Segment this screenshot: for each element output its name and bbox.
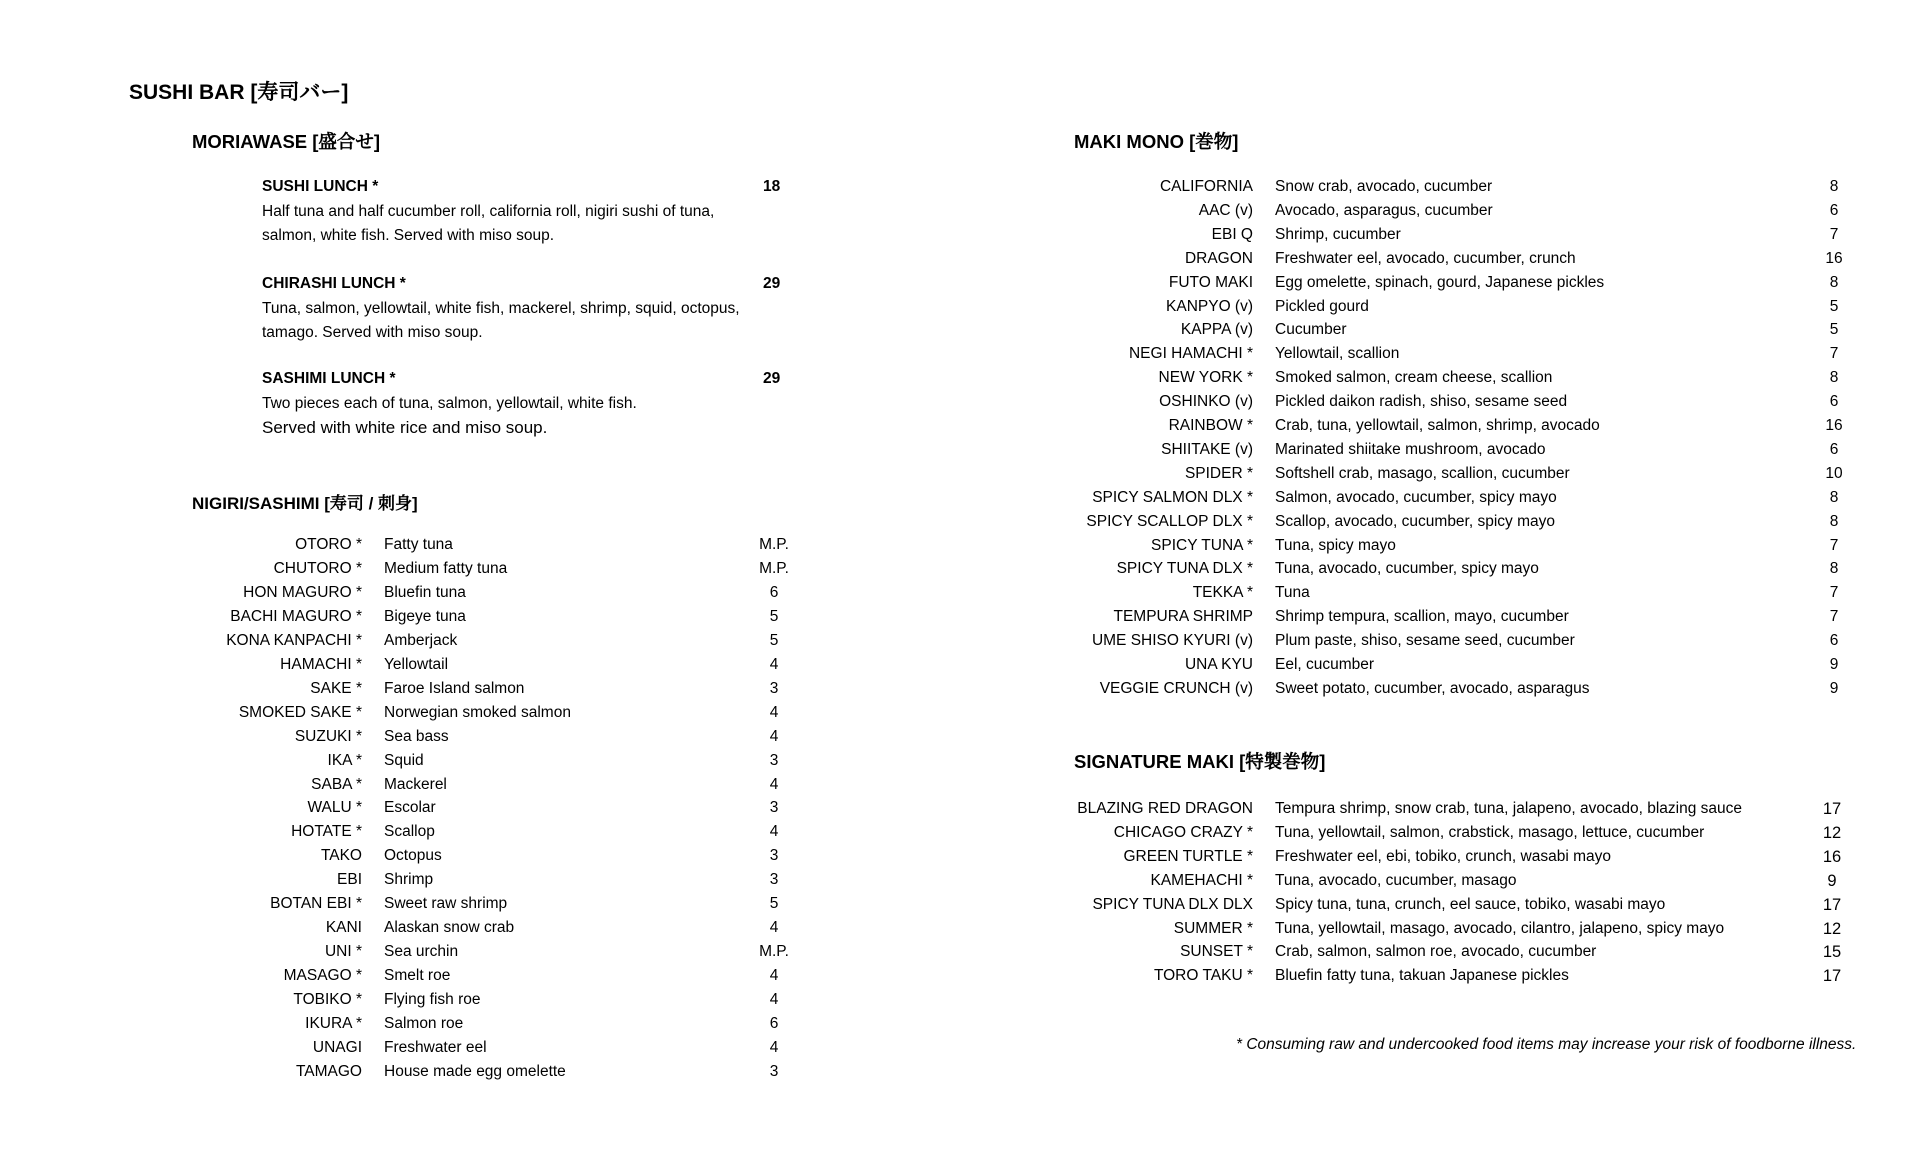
item-name: AAC (v) (1198, 201, 1253, 219)
item-price: 4 (769, 727, 779, 745)
item-price: 8 (1829, 560, 1839, 578)
item-description: Scallop, avocado, cucumber, spicy mayo (1275, 512, 1555, 530)
item-name: OSHINKO (v) (1159, 393, 1253, 411)
item-name: TEMPURA SHRIMP (1113, 608, 1253, 626)
item-price: 12 (1822, 823, 1842, 842)
item-description: Served with white rice and miso soup. (262, 418, 548, 437)
item-description: Alaskan snow crab (384, 919, 515, 937)
item-price: 8 (1829, 512, 1839, 530)
item-description: Escolar (384, 799, 436, 817)
item-price: 5 (1829, 321, 1839, 339)
item-description: Shrimp, cucumber (1275, 225, 1401, 243)
item-price: 7 (1829, 345, 1839, 363)
menu-item (262, 370, 782, 440)
item-price: 7 (1829, 584, 1839, 602)
item-description: Tuna, yellowtail, masago, avocado, cilantro, jalapeno, spicy mayo (1275, 919, 1725, 937)
item-description: Shrimp tempura, scallion, mayo, cucumber (1275, 608, 1569, 626)
item-description: Mackerel (384, 775, 447, 793)
item-description: salmon, white fish. Served with miso soup. (262, 227, 555, 244)
maki-mono-title: MAKI MONO [巻物] (1074, 131, 1239, 152)
item-name: SPIDER * (1184, 464, 1253, 482)
item-description: Eel, cucumber (1275, 656, 1375, 673)
item-description: Sea urchin (384, 943, 459, 961)
item-price: 9 (1829, 679, 1839, 697)
item-name: OTORO * (295, 536, 362, 553)
item-name: BOTAN EBI * (270, 895, 362, 913)
item-name: KAPPA (v) (1180, 321, 1253, 339)
item-name: TEKKA * (1192, 584, 1253, 602)
item-price: 18 (763, 178, 781, 195)
item-name: TORO TAKU * (1153, 967, 1253, 985)
item-name: CHIRASHI LUNCH * (262, 275, 406, 292)
item-description: Flying fish roe (384, 991, 481, 1009)
item-name: SUSHI LUNCH * (262, 178, 379, 195)
item-description: Squid (384, 751, 424, 769)
item-description: Yellowtail (384, 655, 449, 673)
item-name: BLAZING RED DRAGON (1077, 800, 1253, 817)
menu-item (262, 178, 782, 248)
item-description: Tuna, avocado, cucumber, spicy mayo (1275, 560, 1539, 578)
item-description: Tuna, avocado, cucumber, masago (1275, 871, 1517, 889)
item-description: tamago. Served with miso soup. (262, 324, 483, 341)
item-name: WALU * (307, 799, 362, 817)
item-description: Sea bass (384, 727, 449, 745)
item-description: Crab, tuna, yellowtail, salmon, shrimp, avocado (1275, 417, 1600, 434)
item-description: Salmon, avocado, cucumber, spicy mayo (1275, 488, 1557, 506)
item-name: SPICY TUNA DLX DLX (1092, 895, 1253, 913)
item-price: 6 (1829, 632, 1839, 650)
item-description: Amberjack (384, 631, 458, 649)
item-name: SASHIMI LUNCH * (262, 370, 396, 387)
item-description: Tuna (1275, 584, 1310, 602)
item-price: 3 (769, 847, 779, 865)
item-price: 6 (1829, 393, 1839, 411)
item-description: Tuna, salmon, yellowtail, white fish, mackerel, shrimp, squid, octopus, (262, 300, 740, 317)
item-price: 8 (1829, 178, 1839, 195)
item-description: Octopus (384, 847, 442, 865)
signature-maki-title: SIGNATURE MAKI [特製巻物] (1074, 751, 1326, 772)
item-name: HON MAGURO * (243, 583, 362, 601)
item-description: Sweet potato, cucumber, avocado, asparagus (1275, 679, 1590, 697)
item-price: 7 (1829, 225, 1839, 243)
item-price: 15 (1822, 943, 1842, 962)
item-description: Freshwater eel, avocado, cucumber, crunch (1275, 249, 1576, 267)
item-name: KONA KANPACHI * (226, 631, 362, 649)
item-description: Smoked salmon, cream cheese, scallion (1275, 369, 1553, 387)
item-price: 9 (1829, 656, 1839, 673)
item-price: 17 (1822, 800, 1842, 818)
item-description: Softshell crab, masago, scallion, cucumber (1275, 464, 1570, 482)
item-price: 4 (769, 919, 779, 937)
item-description: Faroe Island salmon (384, 679, 525, 697)
item-name: VEGGIE CRUNCH (v) (1099, 679, 1253, 697)
item-name: NEGI HAMACHI * (1128, 345, 1253, 363)
item-price: 6 (769, 583, 779, 601)
item-name: TOBIKO * (293, 991, 362, 1009)
item-price: 9 (1827, 871, 1837, 890)
item-price: 16 (1825, 249, 1843, 267)
item-price: 5 (769, 895, 779, 913)
item-description: Egg omelette, spinach, gourd, Japanese pickles (1275, 273, 1605, 291)
item-name: TAMAGO (295, 1062, 362, 1080)
item-price: 16 (1825, 417, 1843, 434)
item-name: TAKO (320, 847, 362, 865)
item-name: CALIFORNIA (1159, 178, 1253, 195)
item-price: 3 (769, 799, 779, 817)
item-description: Sweet raw shrimp (384, 895, 508, 913)
item-name: SUNSET * (1180, 943, 1253, 961)
item-name: IKA * (327, 751, 362, 769)
item-price: 29 (763, 370, 781, 387)
item-name: EBI Q (1211, 225, 1253, 243)
item-price: 8 (1829, 369, 1839, 387)
item-name: HAMACHI * (280, 655, 362, 673)
item-price: 5 (769, 607, 779, 625)
item-description: Avocado, asparagus, cucumber (1275, 201, 1493, 219)
item-description: Cucumber (1275, 321, 1347, 339)
item-name: RAINBOW * (1168, 417, 1253, 434)
item-name: KAMEHACHI * (1150, 871, 1253, 889)
item-price: 7 (1829, 608, 1839, 626)
item-description: Fatty tuna (384, 536, 453, 553)
item-description: Pickled gourd (1275, 297, 1369, 315)
item-price: 4 (769, 1038, 779, 1056)
item-price: 6 (1829, 440, 1839, 458)
item-name: SPICY SALMON DLX * (1092, 488, 1253, 506)
item-name: UNA KYU (1184, 656, 1253, 673)
item-name: SABA * (311, 775, 362, 793)
item-name: KANPYO (v) (1166, 297, 1253, 315)
item-name: EBI (337, 871, 362, 889)
menu-item (262, 275, 782, 345)
item-price: 3 (769, 871, 779, 889)
item-price: 17 (1822, 895, 1842, 914)
item-description: Plum paste, shiso, sesame seed, cucumber (1275, 632, 1575, 650)
item-name: FUTO MAKI (1168, 273, 1253, 291)
item-description: Marinated shiitake mushroom, avocado (1275, 440, 1546, 458)
item-description: Medium fatty tuna (384, 559, 508, 577)
item-price: 7 (1829, 536, 1839, 554)
item-name: SUZUKI * (294, 727, 362, 745)
item-description: House made egg omelette (384, 1062, 566, 1080)
item-name: KANI (325, 919, 362, 937)
item-name: IKURA * (305, 1015, 362, 1032)
item-price: 4 (769, 655, 779, 673)
item-name: CHUTORO * (273, 559, 362, 577)
item-price: 17 (1822, 967, 1842, 986)
item-name: SHIITAKE (v) (1161, 440, 1253, 458)
item-name: NEW YORK * (1158, 369, 1253, 387)
item-description: Scallop (384, 823, 435, 841)
item-description: Snow crab, avocado, cucumber (1275, 178, 1493, 195)
item-name: HOTATE * (291, 823, 362, 841)
item-description: Pickled daikon radish, shiso, sesame seed (1275, 393, 1568, 411)
moriawase-title: MORIAWASE [盛合せ] (192, 131, 381, 152)
item-description: Tuna, yellowtail, salmon, crabstick, masago, lettuce, cucumber (1275, 823, 1705, 841)
footnote: * Consuming raw and undercooked food items may increase your risk of foodborne illness. (1236, 1036, 1857, 1053)
item-description: Crab, salmon, salmon roe, avocado, cucumber (1275, 943, 1597, 961)
item-description: Norwegian smoked salmon (384, 703, 571, 721)
item-name: UNAGI (312, 1038, 362, 1056)
item-price: 4 (769, 823, 779, 841)
item-name: SPICY TUNA DLX * (1116, 560, 1253, 578)
item-name: BACHI MAGURO * (230, 607, 362, 625)
item-description: Spicy tuna, tuna, crunch, eel sauce, tobiko, wasabi mayo (1275, 895, 1666, 913)
item-price: M.P. (759, 943, 789, 961)
item-description: Salmon roe (384, 1015, 464, 1032)
item-price: M.P. (759, 536, 789, 553)
item-name: SPICY TUNA * (1151, 536, 1253, 554)
item-price: 12 (1822, 919, 1842, 938)
item-name: UNI * (324, 943, 362, 961)
item-price: 4 (769, 991, 779, 1009)
item-price: 29 (763, 275, 781, 292)
item-description: Bluefin fatty tuna, takuan Japanese pickles (1275, 967, 1569, 985)
item-description: Freshwater eel (384, 1038, 487, 1056)
page-title: SUSHI BAR [寿司バー] (129, 81, 349, 104)
item-description: Yellowtail, scallion (1275, 345, 1400, 363)
item-price: 4 (769, 967, 779, 985)
item-name: CHICAGO CRAZY * (1113, 823, 1253, 841)
item-description: Smelt roe (384, 967, 451, 985)
item-description: Half tuna and half cucumber roll, california roll, nigiri sushi of tuna, (262, 203, 715, 220)
item-description: Bigeye tuna (384, 607, 466, 625)
item-price: 4 (769, 775, 779, 793)
item-price: 6 (769, 1015, 779, 1032)
item-name: SPICY SCALLOP DLX * (1086, 512, 1253, 530)
item-description: Tempura shrimp, snow crab, tuna, jalapeno, avocado, blazing sauce (1275, 800, 1742, 817)
item-name: SMOKED SAKE * (238, 703, 362, 721)
item-price: 3 (769, 1062, 779, 1080)
item-description: Bluefin tuna (384, 583, 466, 601)
item-description: Two pieces each of tuna, salmon, yellowtail, white fish. (262, 395, 637, 412)
item-price: 8 (1829, 488, 1839, 506)
item-price: 5 (769, 631, 779, 649)
item-name: SUMMER * (1173, 919, 1253, 937)
item-price: 8 (1829, 273, 1839, 291)
item-price: 3 (769, 679, 779, 697)
nigiri-title: NIGIRI/SASHIMI [寿司 / 刺身] (192, 494, 418, 513)
item-price: M.P. (759, 559, 789, 577)
item-price: 5 (1829, 297, 1839, 315)
item-price: 6 (1829, 201, 1839, 219)
item-price: 10 (1825, 464, 1843, 482)
item-description: Tuna, spicy mayo (1275, 536, 1396, 554)
item-name: DRAGON (1184, 249, 1253, 267)
item-name: SAKE * (310, 679, 362, 697)
item-price: 4 (769, 703, 779, 721)
item-description: Shrimp (384, 871, 434, 889)
item-name: MASAGO * (283, 967, 362, 985)
item-name: UME SHISO KYURI (v) (1091, 632, 1253, 650)
item-name: GREEN TURTLE * (1123, 847, 1253, 865)
item-description: Freshwater eel, ebi, tobiko, crunch, wasabi mayo (1275, 847, 1611, 865)
item-price: 3 (769, 751, 779, 769)
item-price: 16 (1822, 847, 1842, 866)
